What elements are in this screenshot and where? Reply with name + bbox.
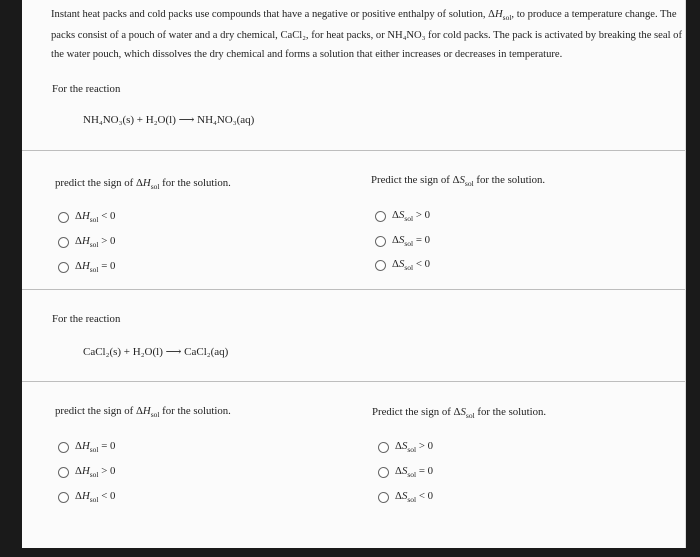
- section2-h-option-3[interactable]: [58, 490, 115, 504]
- section1-h-prompt: predict the sign of $\Delta H_{sol}$ for the solution.: [55, 177, 231, 192]
- section2-h-option-2[interactable]: [58, 465, 115, 479]
- section2-s-option-1[interactable]: [378, 440, 433, 454]
- radio-button[interactable]: [58, 442, 69, 453]
- section1-heading: For the reaction: [52, 83, 121, 95]
- option-label: $\Delta S_{sol} > 0$: [392, 209, 431, 224]
- radio-button[interactable]: [378, 492, 389, 503]
- section1-s-option-1[interactable]: [375, 209, 430, 223]
- section1-h-option-3[interactable]: [58, 260, 115, 274]
- option-label: $\Delta S_{sol} > 0$: [395, 440, 434, 455]
- section2-heading: For the reaction: [52, 313, 121, 325]
- section1-s-option-3[interactable]: [375, 258, 430, 272]
- radio-button[interactable]: [58, 492, 69, 503]
- radio-button[interactable]: [378, 467, 389, 478]
- section1-s-option-2[interactable]: [375, 234, 430, 248]
- section1-equation: NH₄NO₃(s) + H₂O(l) ⟶ NH₄NO₃(aq): [83, 114, 255, 126]
- option-label: $\Delta H_{sol} > 0$: [75, 465, 116, 480]
- section1-h-option-1[interactable]: [58, 210, 115, 224]
- section1-h-option-2[interactable]: [58, 235, 115, 249]
- section2-h-prompt: predict the sign of $\Delta H_{sol}$ for the solution.: [55, 405, 231, 420]
- section2-equation: CaCl₂(s) + H₂O(l) ⟶ CaCl₂(aq): [83, 346, 229, 358]
- option-label: $\Delta H_{sol} < 0$: [75, 210, 116, 225]
- section2-s-prompt: Predict the sign of $\Delta S_{sol}$ for the solution.: [372, 406, 547, 421]
- option-label: $\Delta H_{sol} = 0$: [75, 440, 116, 455]
- section2-s-option-3[interactable]: [378, 490, 433, 504]
- radio-button[interactable]: [58, 467, 69, 478]
- option-label: $\Delta H_{sol} = 0$: [75, 260, 116, 275]
- intro-paragraph: Instant heat packs and cold packs use compounds that have a negative or positive enthalpy of solution, $\Delta H_{sol}$, to produce a temperature change. The packs consist of a pouch of water and a dry chemical, CaCl₂, for heat packs, or NH₄NO₃ for cold packs. The pack is activated by breaking the seal of the water pouch, which dissolves the dry chemical and forms a solution that either increases or decreases in temperature.: [51, 9, 682, 60]
- section-divider: [22, 150, 685, 151]
- option-label: $\Delta S_{sol} < 0$: [395, 490, 434, 505]
- option-label: $\Delta H_{sol} > 0$: [75, 235, 116, 250]
- section-divider: [22, 381, 685, 382]
- radio-button[interactable]: [375, 260, 386, 271]
- problem-sheet: [22, 0, 686, 548]
- radio-button[interactable]: [375, 211, 386, 222]
- radio-button[interactable]: [378, 442, 389, 453]
- radio-button[interactable]: [58, 212, 69, 223]
- radio-button[interactable]: [58, 237, 69, 248]
- radio-button[interactable]: [375, 236, 386, 247]
- radio-button[interactable]: [58, 262, 69, 273]
- section1-s-prompt: Predict the sign of $\Delta S_{sol}$ for the solution.: [371, 174, 546, 189]
- section2-s-option-2[interactable]: [378, 465, 433, 479]
- section-divider: [22, 289, 685, 290]
- option-label: $\Delta S_{sol} = 0$: [392, 234, 431, 249]
- section2-h-option-1[interactable]: [58, 440, 115, 454]
- option-label: $\Delta S_{sol} = 0$: [395, 465, 434, 480]
- option-label: $\Delta H_{sol} < 0$: [75, 490, 116, 505]
- option-label: $\Delta S_{sol} < 0$: [392, 258, 431, 273]
